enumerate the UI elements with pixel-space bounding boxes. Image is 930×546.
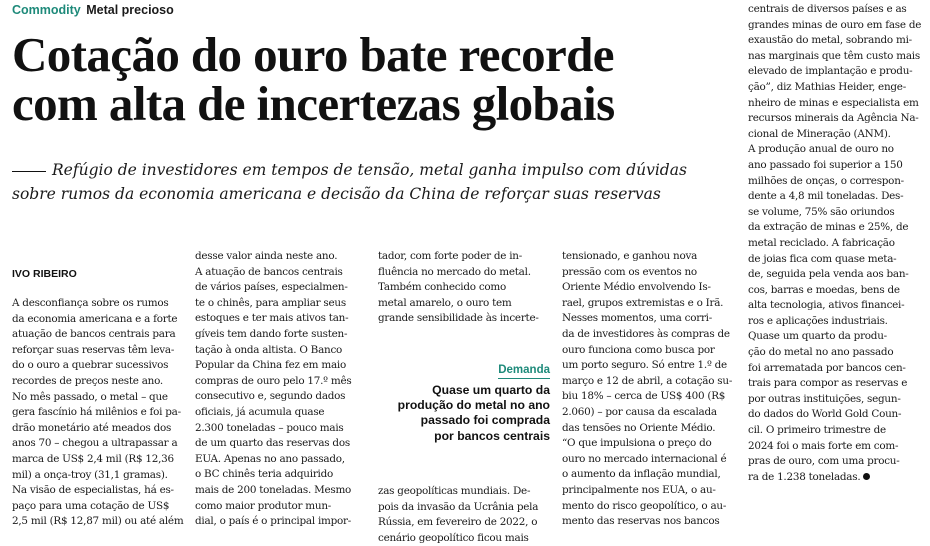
text-line: mento do risco geopolítico, o au- [562, 499, 727, 512]
text-line: consecutivo e, segundo dados [195, 390, 346, 403]
text-line: das tensões no Oriente Médio. [562, 421, 716, 434]
text-line: atuação de bancos centrais para [12, 328, 176, 341]
pull-quote-line: produção do metal no ano [397, 398, 550, 413]
text-line: de um quarto das reservas dos [195, 437, 350, 450]
text-line: rael, grupos extremistas e o Irã. [562, 296, 724, 309]
text-line: ção”, diz Mathias Heider, enge- [748, 80, 906, 93]
text-line: compras de ouro pelo 17.º mês [195, 374, 352, 387]
text-line: do o ouro a quebrar sucessivos [12, 359, 169, 372]
pull-quote-label: Demanda [498, 363, 550, 379]
text-line: A desconfiança sobre os rumos [12, 297, 169, 309]
deck-line: Refúgio de investidores em tempos de tensão, metal ganha impulso com dúvidas [12, 158, 736, 182]
text-line: gera fascínio há milênios e foi pa- [12, 406, 181, 419]
end-of-article-mark [863, 473, 870, 480]
text-line: estoques e ter mais ativos tan- [195, 312, 349, 325]
text-line: Também conhecido como [378, 281, 507, 294]
section-kicker [12, 3, 174, 17]
text-line: desse valor ainda neste ano. [195, 250, 338, 262]
text-line: Quase um quarto da produ- [748, 330, 887, 343]
article-column-1 [12, 296, 184, 530]
text-line: de vários países, especialmen- [195, 281, 348, 294]
text-line: de joias fica com quase meta- [748, 252, 897, 265]
text-line: Rússia, em fevereiro de 2022, o [378, 516, 538, 529]
text-line: oficiais, já acumula quase [195, 405, 325, 418]
text-line: cil. O primeiro trimestre de [748, 424, 886, 437]
text-line: da economia americana e a forte [12, 312, 178, 325]
text-line: 2.300 toneladas – pouco mais [195, 421, 344, 434]
kicker-category: Commodity [12, 3, 81, 17]
article-column-4 [562, 249, 734, 530]
text-line: milhões de onças, o correspon- [748, 174, 904, 187]
text-line: como maior produtor mun- [195, 499, 332, 512]
text-line: o aumento da inflação mundial, [562, 468, 721, 481]
text-line: tensionado, e ganhou nova [562, 250, 698, 262]
pull-quote-line: passado foi comprada [420, 413, 550, 428]
text-line: centrais de diversos países e as [748, 3, 907, 15]
text-line: drão monetário até meados dos [12, 421, 172, 434]
text-line: “O que impulsiona o preço do [562, 437, 712, 450]
text-line: ra de 1.238 toneladas. [748, 470, 920, 486]
text-line: se volume, 75% são oriundos [748, 205, 895, 218]
headline-line: com alta de incertezas globais [12, 76, 615, 131]
text-line: Na visão de especialistas, há es- [12, 484, 174, 497]
text-line: A produção anual de ouro no [748, 143, 894, 156]
text-line: alta tecnologia, ativos financei- [748, 299, 905, 312]
text-line: pressão com os eventos no [562, 265, 697, 278]
text-line: nas marginais que têm custo mais [748, 49, 920, 62]
text-line: anos 70 – chegou a ultrapassar a [12, 437, 178, 450]
text-line: 2,5 mil (R$ 12,87 mil) ou até além [12, 515, 184, 528]
text-line: grandes minas de ouro em fase de [748, 18, 922, 31]
text-line: metal amarelo, o ouro tem [378, 296, 512, 309]
text-line: ano passado foi superior a 150 [748, 158, 903, 171]
text-line: No mês passado, o metal – que [12, 390, 168, 403]
text-line: 2.060) – por causa da escalada [562, 405, 717, 418]
text-line: março e 12 de abril, a cotação su- [562, 374, 733, 387]
deck-subtitle [12, 158, 736, 206]
text-line: de, seguida pela venda aos ban- [748, 268, 909, 281]
text-line: paço para uma cotação de US$ [12, 499, 170, 512]
text-line: ouro funciona como busca por [562, 343, 715, 356]
text-line: Nesses momentos, uma corri- [562, 312, 712, 325]
text-line: Popular da China fez em maio [195, 359, 346, 372]
headline-line: Cotação do ouro bate recorde [12, 27, 614, 82]
article-column-3-continued [378, 484, 550, 546]
text-line: mais de 200 toneladas. Mesmo [195, 483, 352, 496]
text-line: cos, barras e moedas, bens de [748, 283, 900, 296]
text-line: gíveis tem dando forte susten- [195, 327, 348, 340]
text-line: metal reciclado. A fabricação [748, 236, 895, 249]
kicker-subcategory: Metal precioso [86, 3, 174, 17]
pull-quote-line: Quase um quarto da [432, 383, 550, 397]
text-line: marca de US$ 2,4 mil (R$ 12,36 [12, 452, 174, 465]
text-line: tador, com forte poder de in- [378, 250, 522, 262]
text-line: biu 18% – cerca de US$ 400 (R$ [562, 390, 726, 403]
text-line: nheiro de minas e especialista em [748, 96, 919, 109]
text-line: pois da invasão da Ucrânia pela [378, 500, 539, 513]
pull-quote-text [378, 383, 550, 444]
byline: IVO RIBEIRO [12, 268, 77, 280]
deck-line: sobre rumos da economia americana e decisão da China de reforçar suas reservas [12, 185, 661, 203]
text-line: ros e aplicações industriais. [748, 314, 888, 327]
text-line: dente a 4,8 mil toneladas. Des- [748, 190, 904, 203]
text-line: reforçar suas reservas têm leva- [12, 343, 175, 356]
text-line: ouro no mercado internacional é [562, 452, 727, 465]
text-line: EUA. Apenas no ano passado, [195, 452, 345, 465]
text-line: mento das reservas nos bancos [562, 515, 720, 528]
text-line: exaustão do metal, sobrando mi- [748, 34, 912, 47]
text-line: cional de Mineração (ANM). [748, 127, 891, 140]
text-line: te o chinês, para ampliar seus [195, 296, 346, 309]
text-line: mil) a onça-troy (31,1 gramas). [12, 468, 168, 481]
text-line: tação à onda altista. O Banco [195, 343, 343, 356]
text-line: o BC chinês teria adquirido [195, 468, 334, 481]
text-line: elevado de implantação e produ- [748, 65, 913, 78]
text-line: fluência no mercado do metal. [378, 265, 531, 278]
article-column-3 [378, 249, 550, 327]
text-line: por outras instituições, segun- [748, 392, 901, 405]
text-line: recordes de preços neste ano. [12, 374, 163, 387]
text-line: do dados do World Gold Coun- [748, 408, 902, 421]
text-line: dial, o país é o principal impor- [195, 515, 352, 528]
text-line: trais para compor as reservas e [748, 377, 908, 390]
text-line: pras de ouro, com uma procu- [748, 455, 900, 468]
text-line: A atuação de bancos centrais [195, 265, 343, 278]
text-line: da de investidores às compras de [562, 327, 730, 340]
text-line: zas geopolíticas mundiais. De- [378, 485, 531, 497]
text-line: ção do metal no ano passado [748, 346, 894, 359]
article-column-2 [195, 249, 367, 530]
text-line: recursos minerais da Agência Na- [748, 112, 919, 125]
text-line: foi arrematada por bancos cen- [748, 361, 906, 374]
text-line: um porto seguro. Só entre 1.º de [562, 359, 727, 372]
deck-rule [12, 171, 46, 172]
article-column-5 [748, 2, 920, 485]
headline [12, 27, 732, 131]
text-line: grande sensibilidade às incerte- [378, 312, 539, 325]
pull-quote-line: por bancos centrais [434, 428, 550, 443]
text-line: 2024 foi o mais forte em com- [748, 439, 899, 452]
text-line: da extração de minas e 25%, de [748, 221, 909, 234]
text-line: principalmente nos EUA, o au- [562, 483, 716, 496]
text-line: cenário geopolítico ficou mais [378, 531, 529, 544]
pull-quote [378, 360, 550, 444]
text-line: Oriente Médio envolvendo Is- [562, 281, 711, 294]
